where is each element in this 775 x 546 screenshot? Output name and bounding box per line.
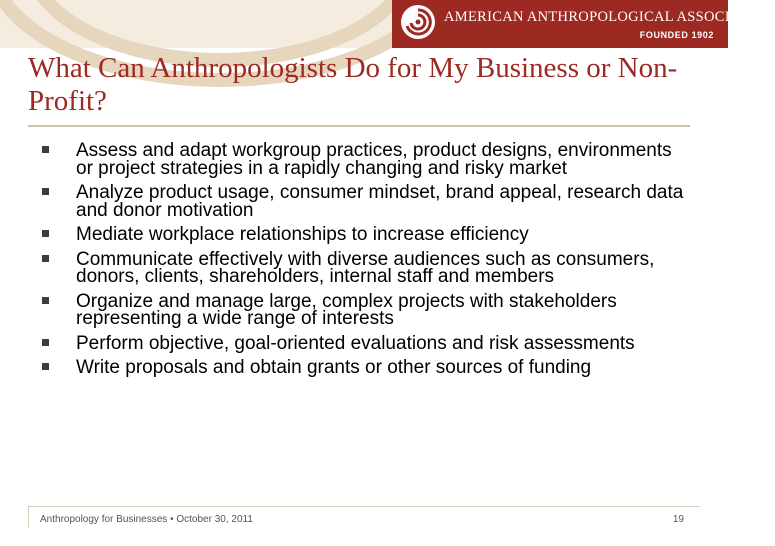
founded-label: FOUNDED 1902 [639,30,714,40]
bullet-item [30,332,690,354]
bullet-item [30,142,690,177]
title-divider [28,125,690,127]
bullet-item [30,184,690,219]
bullet-text: Organize and manage large, complex projects with stakeholders representing a wide range of interests [76,290,617,329]
org-name: AMERICAN ANTHROPOLOGICAL ASSOCIATION [444,9,775,25]
footer-side-line [28,506,29,528]
bullet-list [30,142,690,384]
aaa-swirl-logo-icon [400,4,436,40]
square-bullet-icon [42,297,49,304]
square-bullet-icon [42,363,49,370]
bullet-text: Write proposals and obtain grants or other sources of funding [76,357,592,378]
square-bullet-icon [42,188,49,195]
bullet-text: Communicate effectively with diverse audiences such as consumers, donors, clients, shareholders, internal staff and members [76,248,655,287]
footer-text: Anthropology for Businesses • October 30, 2011 [40,514,253,525]
footer-divider [28,506,700,507]
bullet-item [30,290,690,329]
bullet-text: Assess and adapt workgroup practices, product designs, environments or project strategies in a rapidly changing and risky market [76,140,672,179]
bullet-item [30,248,690,287]
square-bullet-icon [42,146,49,153]
slide-header [0,0,775,48]
bullet-text: Perform objective, goal-oriented evaluations and risk assessments [76,332,635,354]
bullet-text: Analyze product usage, consumer mindset, brand appeal, research data and donor motivation [76,182,684,221]
square-bullet-icon [42,255,49,262]
slide-title: What Can Anthropologists Do for My Business or Non-Profit? [28,52,678,117]
square-bullet-icon [42,230,49,237]
bullet-item [30,359,690,377]
bullet-item [30,226,690,244]
bullet-text: Mediate workplace relationships to increase efficiency [76,224,529,245]
square-bullet-icon [42,339,49,346]
page-number: 19 [672,514,684,525]
